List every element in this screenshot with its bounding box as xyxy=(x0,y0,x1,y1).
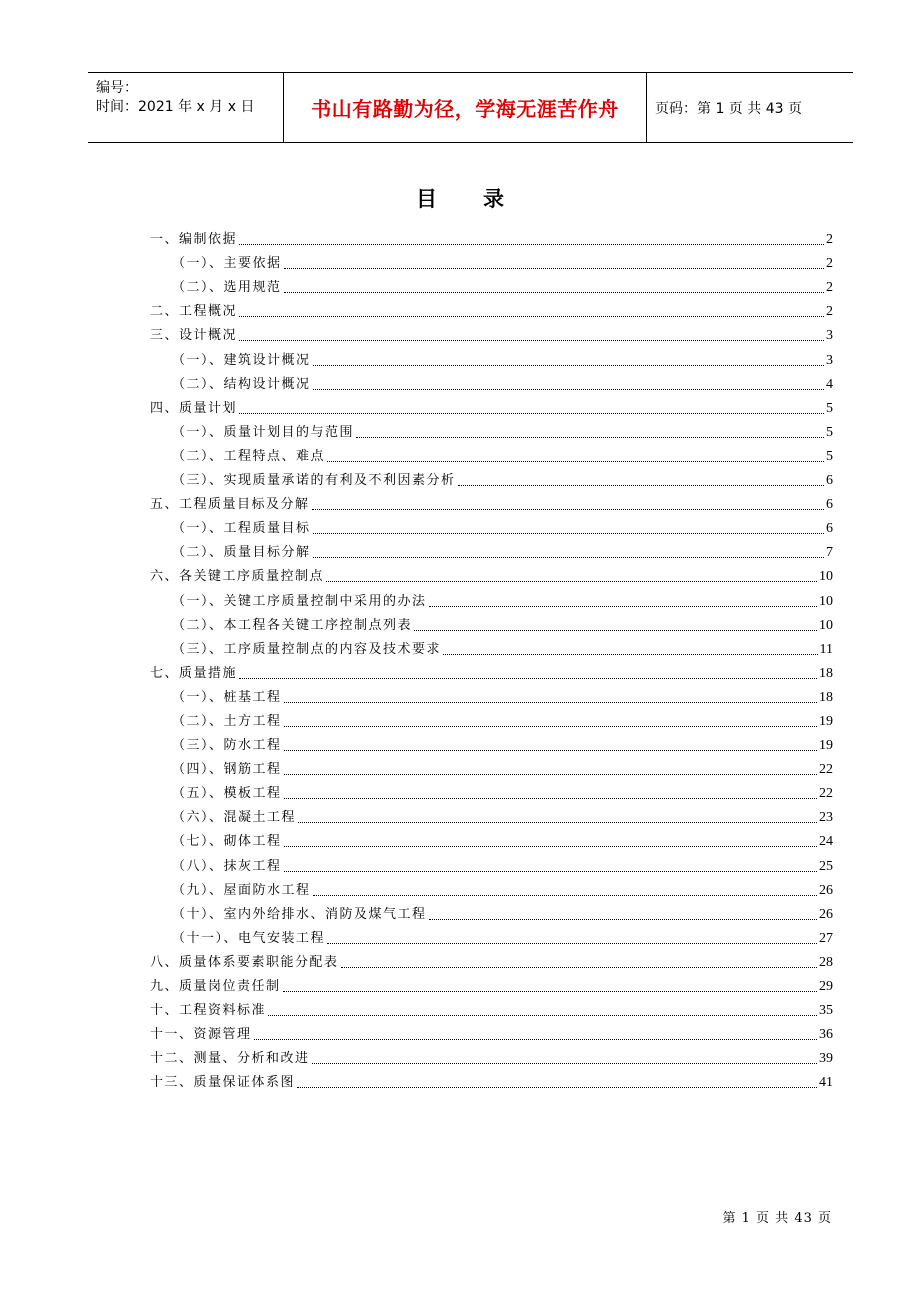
toc-entry-page: 18 xyxy=(819,689,833,705)
toc-entry-label: 十三、质量保证体系图 xyxy=(150,1075,296,1091)
toc-dot-leader xyxy=(327,943,817,944)
toc-entry-label: （五）、模板工程 xyxy=(172,786,282,802)
toc-dot-leader xyxy=(312,509,824,510)
toc-dot-leader xyxy=(298,822,817,823)
toc-dot-leader xyxy=(284,774,817,775)
toc-dot-leader xyxy=(284,750,817,751)
toc-entry[interactable] xyxy=(150,537,833,561)
toc-entry-page: 2 xyxy=(826,280,833,296)
toc-entry[interactable] xyxy=(150,417,833,441)
toc-entry-page: 10 xyxy=(819,593,833,609)
toc-entry-label: （一）、主要依据 xyxy=(172,256,282,272)
toc-entry-page: 2 xyxy=(826,304,833,320)
toc-entry[interactable] xyxy=(150,875,833,899)
toc-entry-label: 九、质量岗位责任制 xyxy=(150,979,281,994)
toc-dot-leader xyxy=(414,630,817,631)
toc-entry[interactable] xyxy=(150,706,833,730)
page-footer: 第 1 页 共 43 页 xyxy=(722,1211,832,1226)
toc-dot-leader xyxy=(284,798,817,799)
toc-entry-page: 29 xyxy=(819,979,833,994)
toc-entry-label: （二）、本工程各关键工序控制点列表 xyxy=(172,617,413,633)
toc-entry[interactable] xyxy=(150,1067,833,1091)
toc-entry[interactable] xyxy=(150,393,833,417)
toc-entry-page: 6 xyxy=(826,521,833,537)
toc-dot-leader xyxy=(239,340,824,341)
toc-entry-page: 10 xyxy=(819,569,833,585)
toc-entry-page: 19 xyxy=(819,713,833,729)
toc-entry-label: 五、工程质量目标及分解 xyxy=(150,497,310,513)
toc-entry[interactable] xyxy=(150,296,833,320)
page-header xyxy=(88,72,853,143)
toc-entry-label: （三）、实现质量承诺的有利及不利因素分析 xyxy=(172,473,456,489)
toc-entry[interactable] xyxy=(150,730,833,754)
toc-entry[interactable] xyxy=(150,272,833,296)
toc-entry-page: 36 xyxy=(819,1027,833,1043)
toc-dot-leader xyxy=(327,461,824,462)
toc-entry-label: （八）、抹灰工程 xyxy=(172,858,282,874)
toc-dot-leader xyxy=(356,437,824,438)
table-of-contents xyxy=(150,224,833,1091)
toc-entry-page: 6 xyxy=(826,473,833,489)
toc-entry-label: （一）、关键工序质量控制中采用的办法 xyxy=(172,593,427,609)
toc-entry-page: 10 xyxy=(819,617,833,633)
toc-entry-label: 十一、资源管理 xyxy=(150,1027,252,1043)
toc-dot-leader xyxy=(284,268,824,269)
toc-entry-label: 六、各关键工序质量控制点 xyxy=(150,569,325,585)
toc-dot-leader xyxy=(239,244,824,245)
toc-entry[interactable] xyxy=(150,1019,833,1043)
toc-entry[interactable] xyxy=(150,224,833,248)
toc-entry-page: 39 xyxy=(819,1051,833,1067)
toc-entry-label: （一）、质量计划目的与范围 xyxy=(172,424,355,440)
toc-entry[interactable] xyxy=(150,778,833,802)
toc-dot-leader xyxy=(341,967,817,968)
toc-entry[interactable] xyxy=(150,248,833,272)
toc-entry-page: 2 xyxy=(826,256,833,272)
toc-entry[interactable] xyxy=(150,899,833,923)
toc-entry[interactable] xyxy=(150,561,833,585)
toc-entry[interactable] xyxy=(150,754,833,778)
toc-entry-label: （六）、混凝土工程 xyxy=(172,810,297,826)
toc-dot-leader xyxy=(458,485,824,486)
toc-entry[interactable] xyxy=(150,610,833,634)
toc-entry[interactable] xyxy=(150,513,833,537)
toc-entry[interactable] xyxy=(150,489,833,513)
toc-entry[interactable] xyxy=(150,1043,833,1067)
toc-entry[interactable] xyxy=(150,826,833,850)
toc-entry-label: （二）、土方工程 xyxy=(172,713,282,729)
toc-dot-leader xyxy=(239,678,817,679)
toc-entry-page: 22 xyxy=(819,786,833,802)
toc-dot-leader xyxy=(429,919,817,920)
toc-entry-page: 5 xyxy=(826,424,833,440)
toc-dot-leader xyxy=(239,316,824,317)
toc-entry-label: （七）、砌体工程 xyxy=(172,834,282,850)
toc-entry-page: 3 xyxy=(826,352,833,368)
toc-entry-page: 19 xyxy=(819,738,833,754)
toc-dot-leader xyxy=(239,413,824,414)
toc-dot-leader xyxy=(313,389,824,390)
toc-entry-label: （二）、结构设计概况 xyxy=(172,376,311,392)
toc-entry-page: 5 xyxy=(826,448,833,464)
toc-entry-page: 6 xyxy=(826,497,833,513)
header-page-label: 页码：第 1 页 共 43 页 xyxy=(655,100,802,117)
toc-dot-leader xyxy=(268,1015,817,1016)
toc-entry-label: 二、工程概况 xyxy=(150,304,238,320)
toc-dot-leader xyxy=(284,726,817,727)
toc-entry-page: 35 xyxy=(819,1003,833,1019)
toc-entry-label: （二）、工程特点、难点 xyxy=(172,448,326,464)
toc-dot-leader xyxy=(312,1063,817,1064)
toc-entry[interactable] xyxy=(150,947,833,971)
toc-entry-label: （一）、桩基工程 xyxy=(172,689,282,705)
toc-dot-leader xyxy=(313,895,817,896)
toc-entry-page: 27 xyxy=(819,930,833,946)
toc-entry[interactable] xyxy=(150,971,833,995)
toc-entry-label: 八、质量体系要素职能分配表 xyxy=(150,954,339,970)
toc-entry-page: 26 xyxy=(819,906,833,922)
toc-entry-label: 十二、测量、分析和改进 xyxy=(150,1051,310,1067)
toc-dot-leader xyxy=(254,1039,817,1040)
toc-entry-page: 28 xyxy=(819,954,833,970)
toc-entry-page: 3 xyxy=(826,328,833,344)
toc-entry-page: 2 xyxy=(826,232,833,248)
header-meta xyxy=(88,73,284,142)
toc-title-char-1: 目 xyxy=(416,186,437,211)
toc-entry-label: （一）、建筑设计概况 xyxy=(172,352,311,368)
toc-entry-label: 四、质量计划 xyxy=(150,400,238,416)
toc-entry-page: 26 xyxy=(819,882,833,898)
toc-entry[interactable] xyxy=(150,441,833,465)
toc-entry-page: 11 xyxy=(819,641,833,657)
toc-entry-label: （十一）、电气安装工程 xyxy=(172,930,326,946)
toc-dot-leader xyxy=(284,702,817,703)
toc-title-char-2: 录 xyxy=(483,186,504,211)
toc-entry-label: （十）、室内外给排水、消防及煤气工程 xyxy=(172,906,427,922)
toc-dot-leader xyxy=(313,533,824,534)
toc-entry-label: （四）、钢筋工程 xyxy=(172,762,282,778)
toc-dot-leader xyxy=(313,557,824,558)
toc-entry-label: （九）、屋面防水工程 xyxy=(172,882,311,898)
header-motto: 书山有路勤为径，学海无涯苦作舟 xyxy=(284,73,647,142)
document-time-label: 时间：2021 年 x 月 x 日 xyxy=(96,99,255,115)
toc-dot-leader xyxy=(313,365,824,366)
toc-entry-page: 23 xyxy=(819,810,833,826)
toc-dot-leader xyxy=(283,991,817,992)
toc-entry-page: 4 xyxy=(826,376,833,392)
toc-entry-page: 7 xyxy=(826,545,833,561)
toc-entry-label: （二）、质量目标分解 xyxy=(172,545,311,561)
toc-entry[interactable] xyxy=(150,995,833,1019)
toc-entry[interactable] xyxy=(150,923,833,947)
toc-entry-page: 41 xyxy=(819,1075,833,1091)
toc-entry[interactable] xyxy=(150,850,833,874)
toc-entry-page: 22 xyxy=(819,762,833,778)
toc-title xyxy=(0,183,920,213)
toc-entry-page: 5 xyxy=(826,400,833,416)
toc-entry[interactable] xyxy=(150,682,833,706)
toc-entry[interactable] xyxy=(150,802,833,826)
toc-dot-leader xyxy=(284,292,824,293)
toc-dot-leader xyxy=(443,654,818,655)
toc-entry[interactable] xyxy=(150,634,833,658)
toc-entry[interactable] xyxy=(150,585,833,609)
toc-dot-leader xyxy=(284,846,817,847)
toc-dot-leader xyxy=(284,871,817,872)
toc-entry-label: （三）、防水工程 xyxy=(172,738,282,754)
toc-entry-page: 18 xyxy=(819,665,833,681)
toc-entry-label: （三）、工序质量控制点的内容及技术要求 xyxy=(172,641,442,657)
toc-entry-page: 24 xyxy=(819,834,833,850)
document-number-label: 编号： xyxy=(96,80,138,96)
toc-dot-leader xyxy=(326,581,817,582)
toc-entry-label: （一）、工程质量目标 xyxy=(172,521,311,537)
toc-entry[interactable] xyxy=(150,369,833,393)
toc-entry-label: 十、工程资料标准 xyxy=(150,1003,267,1019)
toc-entry-label: 一、编制依据 xyxy=(150,232,238,248)
toc-entry-label: （二）、选用规范 xyxy=(172,280,282,296)
toc-entry-page: 25 xyxy=(819,858,833,874)
toc-entry[interactable] xyxy=(150,465,833,489)
toc-dot-leader xyxy=(429,606,817,607)
toc-entry-label: 七、质量措施 xyxy=(150,665,238,681)
toc-entry-label: 三、设计概况 xyxy=(150,328,238,344)
toc-entry[interactable] xyxy=(150,344,833,368)
toc-entry[interactable] xyxy=(150,320,833,344)
toc-entry[interactable] xyxy=(150,658,833,682)
toc-dot-leader xyxy=(297,1087,817,1088)
